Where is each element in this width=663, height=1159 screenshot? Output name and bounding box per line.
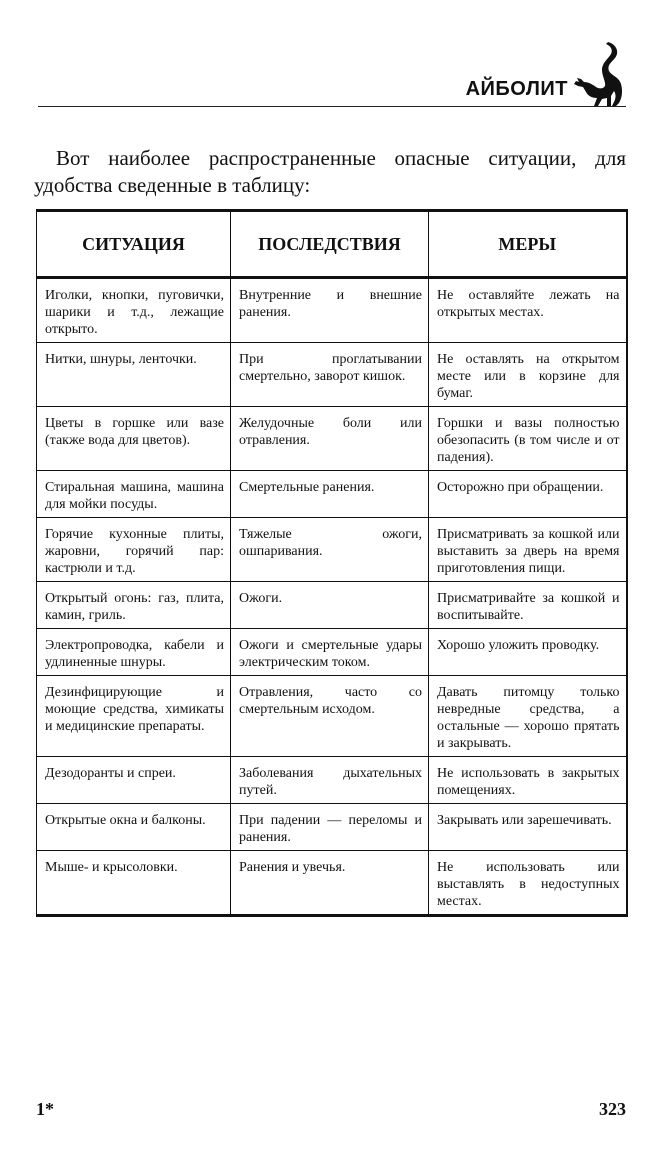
table-row bbox=[37, 407, 627, 471]
cell-measures: Присматривайте за кошкой и воспитывайте. bbox=[429, 582, 627, 629]
cell-situation: Дезодоранты и спреи. bbox=[37, 757, 231, 804]
running-header-title: АЙБОЛИТ bbox=[465, 78, 568, 100]
cell-situation: Открытые окна и балконы. bbox=[37, 804, 231, 851]
intro-paragraph: Вот наиболее распространенные опасные ситуации, для удобства сведенные в таблицу: bbox=[34, 146, 626, 197]
column-header-measures: МЕРЫ bbox=[429, 211, 627, 278]
running-header bbox=[38, 40, 626, 108]
cell-situation: Мыше- и крысоловки. bbox=[37, 851, 231, 916]
cell-measures: Не оставляйте лежать на открытых местах. bbox=[429, 278, 627, 343]
table-row bbox=[37, 757, 627, 804]
cell-situation: Стиральная машина, машина для мойки посуды. bbox=[37, 471, 231, 518]
cell-consequences: Внутренние и внешние ранения. bbox=[231, 278, 429, 343]
table-header-row bbox=[37, 211, 627, 278]
cell-measures: Осторожно при обращении. bbox=[429, 471, 627, 518]
hazards-table bbox=[36, 209, 628, 917]
cell-consequences: Ожоги и смертельные удары электрическим током. bbox=[231, 629, 429, 676]
cell-measures: Давать питомцу только невредные средства, а остальные — хорошо прятать и закрывать. bbox=[429, 676, 627, 757]
cell-measures: Хорошо уложить проводку. bbox=[429, 629, 627, 676]
table-row bbox=[37, 343, 627, 407]
cell-measures: Горшки и вазы полностью обезопасить (в том числе и от падения). bbox=[429, 407, 627, 471]
column-header-consequences: ПОСЛЕДСТВИЯ bbox=[231, 211, 429, 278]
table-row bbox=[37, 851, 627, 916]
column-header-situation: СИТУАЦИЯ bbox=[37, 211, 231, 278]
table-row bbox=[37, 804, 627, 851]
cell-measures: Не использовать или выставлять в недоступных местах. bbox=[437, 860, 620, 909]
table-row bbox=[37, 278, 627, 343]
table-row bbox=[37, 471, 627, 518]
cell-consequences: Желудочные боли или отравления. bbox=[231, 407, 429, 471]
table-row bbox=[37, 676, 627, 757]
page-number: 323 bbox=[599, 1099, 626, 1119]
cell-situation: Открытый огонь: газ, плита, камин, гриль. bbox=[37, 582, 231, 629]
cell-situation: Нитки, шнуры, ленточки. bbox=[37, 343, 231, 407]
cell-situation: Горячие кухонные плиты, жаровни, горячий пар: кастрюли и т.д. bbox=[37, 518, 231, 582]
cell-measures: Закрывать или зарешечивать. bbox=[429, 804, 627, 851]
cell-measures: Не использовать в закрытых помещениях. bbox=[429, 757, 627, 804]
cell-situation: Электропроводка, кабели и удлиненные шнуры. bbox=[37, 629, 231, 676]
cell-consequences: Ранения и увечья. bbox=[231, 851, 429, 916]
hazards-table-wrap bbox=[36, 209, 626, 917]
cell-measures: Не оставлять на открытом месте или в корзине для бумаг. bbox=[429, 343, 627, 407]
table-row bbox=[37, 582, 627, 629]
cat-silhouette-icon bbox=[564, 40, 626, 108]
cell-measures: Присматривать за кошкой или выставить за дверь на время приготовления пищи. bbox=[429, 518, 627, 582]
footer-signature-mark: 1* bbox=[36, 1099, 54, 1119]
cell-consequences: При падении — переломы и ранения. bbox=[231, 804, 429, 851]
cell-consequences: Ожоги. bbox=[231, 582, 429, 629]
cell-consequences: Тяжелые ожоги, ошпаривания. bbox=[231, 518, 429, 582]
cell-situation: Иголки, кнопки, пуговички, шарики и т.д., лежащие открыто. bbox=[37, 278, 231, 343]
cell-consequences: При проглатывании смертельно, заворот кишок. bbox=[231, 343, 429, 407]
cell-situation: Дезинфицирующие и моющие средства, химикаты и медицинские препараты. bbox=[37, 676, 231, 757]
table-body bbox=[37, 278, 627, 916]
cell-consequences: Отравления, часто со смертельным исходом. bbox=[231, 676, 429, 757]
cell-consequences: Заболевания дыхательных путей. bbox=[231, 757, 429, 804]
table-row bbox=[37, 518, 627, 582]
cell-situation: Цветы в горшке или вазе (также вода для цветов). bbox=[37, 407, 231, 471]
header-rule bbox=[38, 106, 626, 107]
table-row bbox=[37, 629, 627, 676]
cell-consequences: Смертельные ранения. bbox=[231, 471, 429, 518]
